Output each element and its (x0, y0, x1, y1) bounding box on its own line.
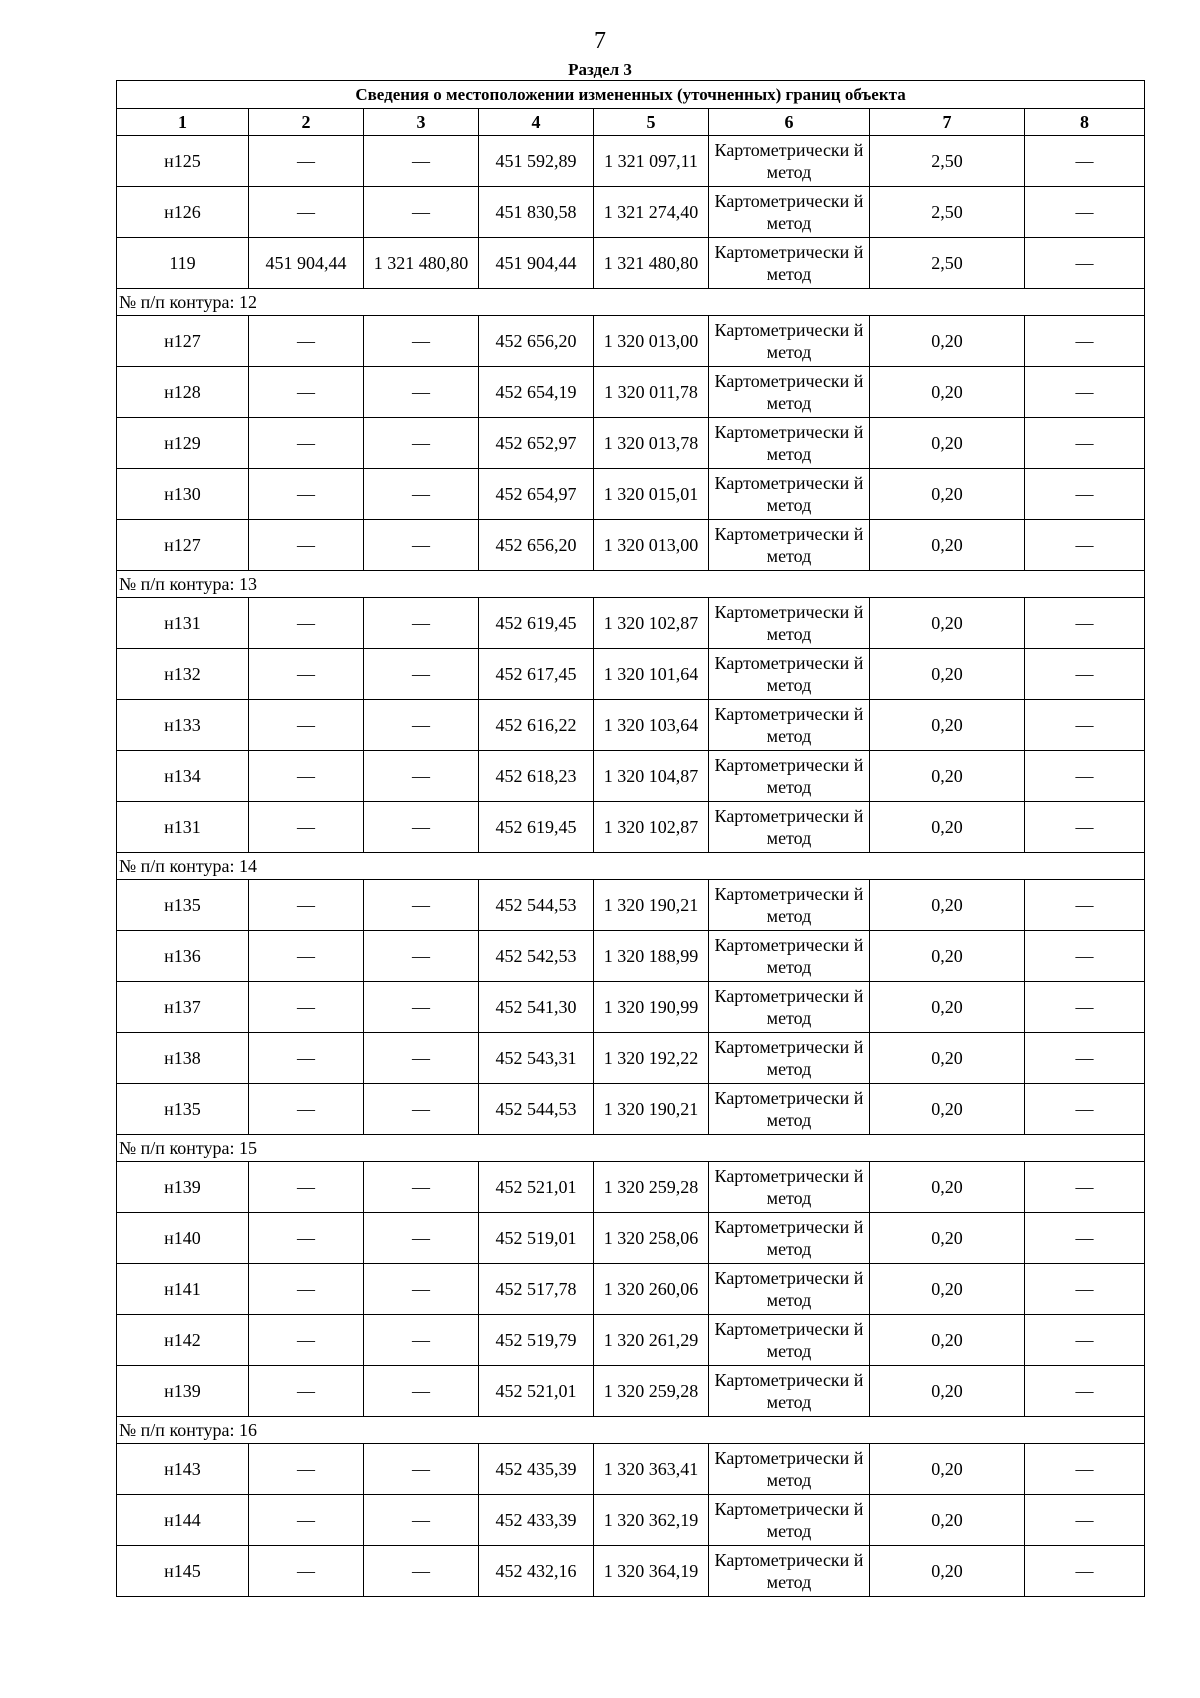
cell-old-y: — (364, 802, 479, 853)
cell-old-x: — (249, 751, 364, 802)
cell-accuracy: 0,20 (870, 1264, 1025, 1315)
table-row (117, 751, 1145, 802)
column-number-3: 3 (364, 109, 479, 136)
cell-new-x: 452 433,39 (479, 1495, 594, 1546)
cell-new-y: 1 320 013,00 (594, 520, 709, 571)
cell-description: — (1025, 1084, 1145, 1135)
cell-new-y: 1 320 258,06 (594, 1213, 709, 1264)
cell-method: Картометрически й метод (709, 1084, 870, 1135)
cell-new-x: 452 432,16 (479, 1546, 594, 1597)
cell-old-y: — (364, 1264, 479, 1315)
cell-method: Картометрически й метод (709, 187, 870, 238)
table-row (117, 1315, 1145, 1366)
table-row (117, 418, 1145, 469)
cell-method: Картометрически й метод (709, 238, 870, 289)
cell-description: — (1025, 1546, 1145, 1597)
cell-point-name: н145 (117, 1546, 249, 1597)
contour-label: № п/п контура: 12 (117, 289, 1145, 316)
table-row (117, 187, 1145, 238)
contour-label: № п/п контура: 13 (117, 571, 1145, 598)
table-row (117, 802, 1145, 853)
cell-new-x: 452 652,97 (479, 418, 594, 469)
cell-new-y: 1 320 192,22 (594, 1033, 709, 1084)
cell-new-x: 452 542,53 (479, 931, 594, 982)
table-row (117, 1264, 1145, 1315)
cell-point-name: н142 (117, 1315, 249, 1366)
cell-new-y: 1 320 364,19 (594, 1546, 709, 1597)
cell-point-name: н131 (117, 802, 249, 853)
cell-new-x: 452 656,20 (479, 520, 594, 571)
cell-accuracy: 0,20 (870, 1084, 1025, 1135)
cell-accuracy: 0,20 (870, 931, 1025, 982)
cell-method: Картометрически й метод (709, 1495, 870, 1546)
column-number-4: 4 (479, 109, 594, 136)
cell-point-name: н127 (117, 316, 249, 367)
table-row (117, 1444, 1145, 1495)
cell-accuracy: 0,20 (870, 1213, 1025, 1264)
cell-method: Картометрически й метод (709, 1264, 870, 1315)
cell-old-y: — (364, 520, 479, 571)
table-row (117, 469, 1145, 520)
cell-description: — (1025, 520, 1145, 571)
cell-old-x: — (249, 418, 364, 469)
cell-new-x: 452 616,22 (479, 700, 594, 751)
cell-method: Картометрически й метод (709, 982, 870, 1033)
cell-old-x: — (249, 649, 364, 700)
cell-description: — (1025, 469, 1145, 520)
cell-old-x: — (249, 880, 364, 931)
cell-old-y: — (364, 598, 479, 649)
table-row (117, 1213, 1145, 1264)
cell-new-x: 451 830,58 (479, 187, 594, 238)
cell-new-y: 1 320 013,78 (594, 418, 709, 469)
cell-old-x: — (249, 1084, 364, 1135)
cell-new-x: 452 654,97 (479, 469, 594, 520)
section-title: Раздел 3 (568, 60, 632, 79)
cell-accuracy: 0,20 (870, 1162, 1025, 1213)
cell-accuracy: 0,20 (870, 598, 1025, 649)
cell-new-y: 1 320 102,87 (594, 802, 709, 853)
cell-new-x: 452 619,45 (479, 802, 594, 853)
table-row (117, 880, 1145, 931)
cell-old-x: — (249, 1495, 364, 1546)
cell-old-x: — (249, 1033, 364, 1084)
cell-point-name: н141 (117, 1264, 249, 1315)
contour-label: № п/п контура: 15 (117, 1135, 1145, 1162)
cell-accuracy: 0,20 (870, 982, 1025, 1033)
cell-new-y: 1 320 363,41 (594, 1444, 709, 1495)
cell-description: — (1025, 802, 1145, 853)
cell-method: Картометрически й метод (709, 880, 870, 931)
column-number-6: 6 (709, 109, 870, 136)
column-number-1: 1 (117, 109, 249, 136)
cell-new-x: 452 521,01 (479, 1366, 594, 1417)
cell-new-x: 451 904,44 (479, 238, 594, 289)
cell-new-y: 1 320 188,99 (594, 931, 709, 982)
cell-old-x: — (249, 931, 364, 982)
cell-old-y: — (364, 982, 479, 1033)
cell-point-name: н125 (117, 136, 249, 187)
cell-point-name: н140 (117, 1213, 249, 1264)
cell-old-y: — (364, 1495, 479, 1546)
cell-new-y: 1 320 104,87 (594, 751, 709, 802)
cell-old-x: — (249, 1444, 364, 1495)
cell-new-y: 1 321 097,11 (594, 136, 709, 187)
cell-old-x: — (249, 700, 364, 751)
cell-method: Картометрически й метод (709, 520, 870, 571)
cell-new-y: 1 320 103,64 (594, 700, 709, 751)
cell-method: Картометрически й метод (709, 1033, 870, 1084)
cell-new-y: 1 320 190,21 (594, 1084, 709, 1135)
cell-description: — (1025, 238, 1145, 289)
cell-point-name: н135 (117, 1084, 249, 1135)
cell-accuracy: 0,20 (870, 316, 1025, 367)
cell-old-y: — (364, 1033, 479, 1084)
cell-description: — (1025, 316, 1145, 367)
cell-description: — (1025, 931, 1145, 982)
column-number-5: 5 (594, 109, 709, 136)
cell-accuracy: 0,20 (870, 469, 1025, 520)
cell-accuracy: 0,20 (870, 1444, 1025, 1495)
cell-method: Картометрически й метод (709, 1213, 870, 1264)
cell-description: — (1025, 1444, 1145, 1495)
cell-accuracy: 0,20 (870, 802, 1025, 853)
table-row (117, 316, 1145, 367)
cell-old-x: — (249, 136, 364, 187)
cell-old-y: 1 321 480,80 (364, 238, 479, 289)
cell-method: Картометрически й метод (709, 649, 870, 700)
cell-point-name: н144 (117, 1495, 249, 1546)
cell-method: Картометрически й метод (709, 1162, 870, 1213)
cell-method: Картометрически й метод (709, 1546, 870, 1597)
contour-header-row (117, 289, 1145, 316)
cell-point-name: н137 (117, 982, 249, 1033)
cell-new-y: 1 320 190,21 (594, 880, 709, 931)
cell-old-y: — (364, 418, 479, 469)
cell-point-name: н126 (117, 187, 249, 238)
cell-new-y: 1 320 260,06 (594, 1264, 709, 1315)
cell-point-name: н130 (117, 469, 249, 520)
table-row (117, 1366, 1145, 1417)
cell-accuracy: 0,20 (870, 1546, 1025, 1597)
cell-new-x: 452 617,45 (479, 649, 594, 700)
cell-accuracy: 0,20 (870, 520, 1025, 571)
cell-accuracy: 0,20 (870, 880, 1025, 931)
table-row (117, 1546, 1145, 1597)
cell-point-name: н131 (117, 598, 249, 649)
cell-description: — (1025, 598, 1145, 649)
cell-old-y: — (364, 1546, 479, 1597)
cell-old-y: — (364, 880, 479, 931)
cell-old-y: — (364, 469, 479, 520)
cell-point-name: н136 (117, 931, 249, 982)
cell-point-name: н129 (117, 418, 249, 469)
cell-old-y: — (364, 136, 479, 187)
column-number-2: 2 (249, 109, 364, 136)
cell-old-y: — (364, 1213, 479, 1264)
cell-accuracy: 0,20 (870, 418, 1025, 469)
table-row (117, 238, 1145, 289)
cell-new-x: 452 619,45 (479, 598, 594, 649)
cell-old-y: — (364, 700, 479, 751)
cell-point-name: н139 (117, 1366, 249, 1417)
cell-new-x: 452 543,31 (479, 1033, 594, 1084)
cell-description: — (1025, 1315, 1145, 1366)
cell-point-name: н135 (117, 880, 249, 931)
cell-description: — (1025, 1213, 1145, 1264)
cell-description: — (1025, 1495, 1145, 1546)
cell-old-y: — (364, 1366, 479, 1417)
boundary-coordinates-table (116, 80, 1145, 1597)
cell-old-x: — (249, 1366, 364, 1417)
cell-accuracy: 0,20 (870, 367, 1025, 418)
cell-description: — (1025, 418, 1145, 469)
cell-new-x: 452 618,23 (479, 751, 594, 802)
table-row (117, 982, 1145, 1033)
contour-header-row (117, 571, 1145, 598)
cell-method: Картометрически й метод (709, 598, 870, 649)
column-number-8: 8 (1025, 109, 1145, 136)
cell-accuracy: 0,20 (870, 1033, 1025, 1084)
cell-accuracy: 2,50 (870, 238, 1025, 289)
table-row (117, 1033, 1145, 1084)
cell-new-x: 452 519,79 (479, 1315, 594, 1366)
cell-old-y: — (364, 1444, 479, 1495)
column-number-7: 7 (870, 109, 1025, 136)
cell-accuracy: 2,50 (870, 187, 1025, 238)
cell-method: Картометрически й метод (709, 751, 870, 802)
cell-new-x: 451 592,89 (479, 136, 594, 187)
cell-old-x: 451 904,44 (249, 238, 364, 289)
cell-new-y: 1 320 101,64 (594, 649, 709, 700)
cell-new-x: 452 544,53 (479, 880, 594, 931)
cell-new-y: 1 320 190,99 (594, 982, 709, 1033)
cell-accuracy: 0,20 (870, 751, 1025, 802)
cell-new-x: 452 544,53 (479, 1084, 594, 1135)
cell-new-y: 1 320 261,29 (594, 1315, 709, 1366)
cell-new-y: 1 320 102,87 (594, 598, 709, 649)
cell-old-y: — (364, 931, 479, 982)
cell-old-x: — (249, 316, 364, 367)
cell-new-y: 1 320 015,01 (594, 469, 709, 520)
cell-point-name: н139 (117, 1162, 249, 1213)
table-row (117, 367, 1145, 418)
cell-old-y: — (364, 316, 479, 367)
contour-header-row (117, 1417, 1145, 1444)
cell-method: Картометрически й метод (709, 418, 870, 469)
cell-old-x: — (249, 802, 364, 853)
cell-old-x: — (249, 187, 364, 238)
table-row (117, 700, 1145, 751)
cell-accuracy: 0,20 (870, 1315, 1025, 1366)
cell-old-x: — (249, 520, 364, 571)
cell-point-name: н127 (117, 520, 249, 571)
cell-new-x: 452 654,19 (479, 367, 594, 418)
cell-old-y: — (364, 751, 479, 802)
contour-label: № п/п контура: 14 (117, 853, 1145, 880)
cell-method: Картометрически й метод (709, 931, 870, 982)
cell-old-y: — (364, 1315, 479, 1366)
table-row (117, 649, 1145, 700)
cell-old-x: — (249, 367, 364, 418)
cell-old-x: — (249, 1213, 364, 1264)
cell-new-x: 452 435,39 (479, 1444, 594, 1495)
table-row (117, 1162, 1145, 1213)
cell-description: — (1025, 1264, 1145, 1315)
cell-method: Картометрически й метод (709, 700, 870, 751)
cell-description: — (1025, 880, 1145, 931)
cell-old-x: — (249, 598, 364, 649)
cell-point-name: н143 (117, 1444, 249, 1495)
cell-description: — (1025, 136, 1145, 187)
contour-header-row (117, 853, 1145, 880)
cell-new-y: 1 320 259,28 (594, 1162, 709, 1213)
cell-point-name: н128 (117, 367, 249, 418)
cell-point-name: н132 (117, 649, 249, 700)
table-body (117, 136, 1145, 1597)
cell-point-name: н134 (117, 751, 249, 802)
cell-method: Картометрически й метод (709, 469, 870, 520)
cell-point-name: н138 (117, 1033, 249, 1084)
cell-old-x: — (249, 469, 364, 520)
cell-method: Картометрически й метод (709, 136, 870, 187)
cell-old-y: — (364, 1162, 479, 1213)
table-row (117, 136, 1145, 187)
cell-method: Картометрически й метод (709, 1444, 870, 1495)
table-row (117, 598, 1145, 649)
cell-new-y: 1 320 011,78 (594, 367, 709, 418)
contour-header-row (117, 1135, 1145, 1162)
cell-method: Картометрически й метод (709, 1315, 870, 1366)
cell-method: Картометрически й метод (709, 316, 870, 367)
table-caption: Сведения о местоположении измененных (уточненных) границ объекта (117, 81, 1145, 109)
cell-new-x: 452 656,20 (479, 316, 594, 367)
cell-description: — (1025, 751, 1145, 802)
cell-description: — (1025, 1162, 1145, 1213)
cell-description: — (1025, 1366, 1145, 1417)
cell-new-x: 452 521,01 (479, 1162, 594, 1213)
table-row (117, 1084, 1145, 1135)
table-row (117, 520, 1145, 571)
table-row (117, 1495, 1145, 1546)
cell-old-y: — (364, 367, 479, 418)
cell-point-name: н133 (117, 700, 249, 751)
cell-new-y: 1 320 362,19 (594, 1495, 709, 1546)
cell-point-name: 119 (117, 238, 249, 289)
cell-old-x: — (249, 1264, 364, 1315)
cell-description: — (1025, 982, 1145, 1033)
page-number: 7 (594, 28, 606, 54)
cell-method: Картометрически й метод (709, 802, 870, 853)
table-row (117, 931, 1145, 982)
cell-accuracy: 0,20 (870, 1495, 1025, 1546)
cell-new-y: 1 321 480,80 (594, 238, 709, 289)
cell-accuracy: 0,20 (870, 649, 1025, 700)
cell-old-x: — (249, 982, 364, 1033)
cell-description: — (1025, 1033, 1145, 1084)
cell-old-x: — (249, 1162, 364, 1213)
cell-accuracy: 0,20 (870, 700, 1025, 751)
cell-old-x: — (249, 1546, 364, 1597)
cell-old-y: — (364, 649, 479, 700)
cell-new-y: 1 320 259,28 (594, 1366, 709, 1417)
cell-accuracy: 2,50 (870, 136, 1025, 187)
cell-new-x: 452 519,01 (479, 1213, 594, 1264)
cell-old-y: — (364, 1084, 479, 1135)
cell-method: Картометрически й метод (709, 1366, 870, 1417)
cell-description: — (1025, 649, 1145, 700)
cell-description: — (1025, 367, 1145, 418)
cell-old-y: — (364, 187, 479, 238)
contour-label: № п/п контура: 16 (117, 1417, 1145, 1444)
cell-accuracy: 0,20 (870, 1366, 1025, 1417)
cell-new-y: 1 320 013,00 (594, 316, 709, 367)
cell-new-y: 1 321 274,40 (594, 187, 709, 238)
cell-method: Картометрически й метод (709, 367, 870, 418)
cell-old-x: — (249, 1315, 364, 1366)
cell-new-x: 452 541,30 (479, 982, 594, 1033)
cell-new-x: 452 517,78 (479, 1264, 594, 1315)
cell-description: — (1025, 700, 1145, 751)
cell-description: — (1025, 187, 1145, 238)
column-number-row (117, 109, 1145, 136)
